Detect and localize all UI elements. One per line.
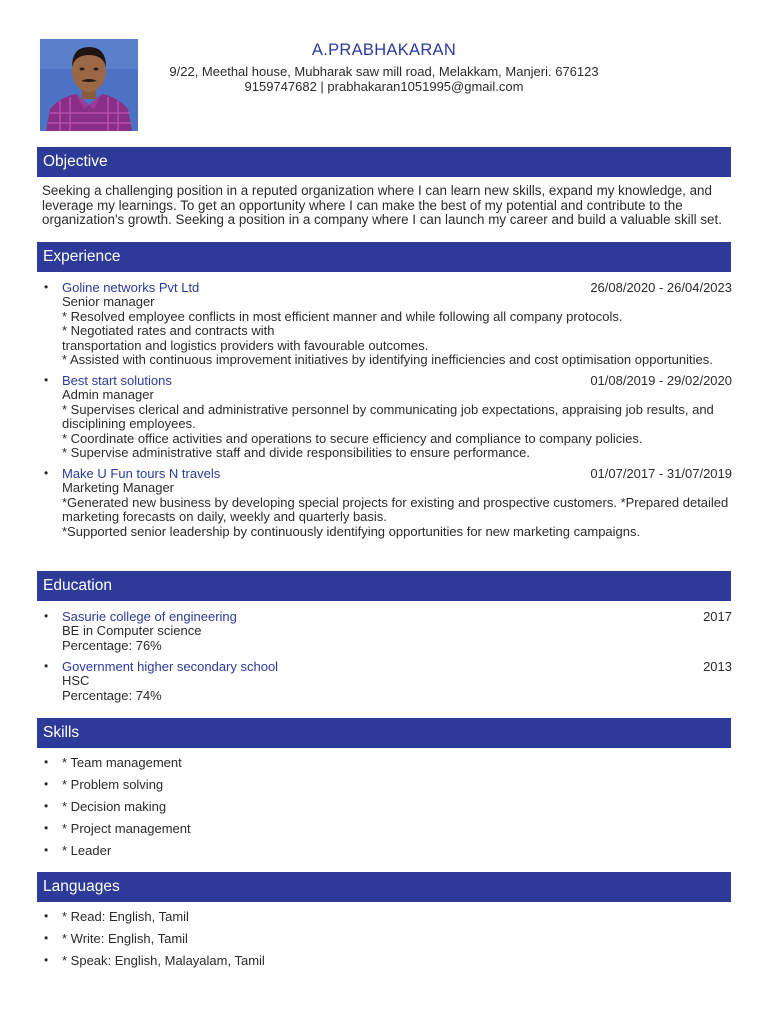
bullet-icon: • bbox=[44, 931, 49, 945]
company-name: Make U Fun tours N travels bbox=[62, 465, 221, 481]
education-list bbox=[42, 609, 732, 703]
objective-text: Seeking a challenging position in a reputed organization where I can learn new skills, expand my knowledge, and leverage my learnings. To get an opportunity where I can make the best of my potential and contribute to the organization's growth. Seeking a position in a company where I can launch my career and build a valuable skill set. bbox=[42, 183, 722, 227]
bullet-icon: • bbox=[44, 953, 49, 967]
education-item bbox=[42, 609, 732, 653]
bullet-icon: • bbox=[44, 799, 49, 813]
job-title: Senior manager bbox=[62, 294, 155, 309]
candidate-name: A.PRABHAKARAN bbox=[311, 41, 457, 59]
description-line: * Supervises clerical and administrative personnel by communicating job expectations, appraising job results, and disciplining employees. bbox=[62, 401, 714, 432]
skill-label: * Leader bbox=[62, 843, 112, 858]
description-line: * Resolved employee conflicts in most efficient manner and while following all company protocols. bbox=[62, 308, 623, 324]
bullet-icon: • bbox=[44, 465, 49, 480]
experience-item bbox=[42, 280, 732, 368]
graduation-year: 2013 bbox=[703, 659, 732, 675]
skill-item bbox=[42, 755, 732, 777]
skill-item bbox=[42, 777, 732, 799]
address-line: 9/22, Meethal house, Mubharak saw mill road, Melakkam, Manjeri. 676123 bbox=[169, 64, 599, 79]
bullet-icon: • bbox=[44, 280, 49, 294]
skill-item bbox=[42, 799, 732, 821]
education-item bbox=[42, 659, 732, 703]
job-description bbox=[62, 496, 732, 540]
languages-list bbox=[42, 909, 732, 975]
experience-heading: Experience bbox=[37, 242, 731, 272]
experience-item bbox=[42, 466, 732, 539]
language-label: * Read: English, Tamil bbox=[62, 909, 189, 924]
bullet-icon: • bbox=[44, 609, 49, 623]
bullet-icon: • bbox=[44, 659, 49, 674]
languages-heading: Languages bbox=[37, 872, 731, 902]
description-line: *Generated new business by developing special projects for existing and prospective customers. *Prepared detailed marketing forecasts on daily, weekly and quarterly basis. bbox=[62, 494, 729, 525]
experience-list bbox=[42, 280, 732, 539]
school-name: Government higher secondary school bbox=[62, 659, 279, 675]
bullet-icon: • bbox=[44, 909, 49, 923]
language-label: * Write: English, Tamil bbox=[62, 931, 188, 946]
skill-item bbox=[42, 843, 732, 865]
job-description bbox=[62, 310, 732, 368]
date-range: 26/08/2020 - 26/04/2023 bbox=[590, 280, 732, 295]
bullet-icon: • bbox=[44, 755, 49, 769]
job-title: Marketing Manager bbox=[62, 479, 174, 495]
description-line: *Supported senior leadership by continuously identifying opportunities for new marketing campaigns. bbox=[62, 523, 641, 539]
language-item bbox=[42, 909, 732, 931]
description-line: transportation and logistics providers with favourable outcomes. bbox=[62, 337, 429, 353]
date-range: 01/07/2017 - 31/07/2019 bbox=[590, 465, 732, 481]
skill-label: * Project management bbox=[62, 821, 191, 836]
job-title: Admin manager bbox=[62, 386, 154, 402]
description-line: * Assisted with continuous improvement initiatives by identifying inefficiencies and cost optimisation opportunities. bbox=[62, 352, 713, 368]
language-item bbox=[42, 953, 732, 975]
bullet-icon: • bbox=[44, 777, 49, 791]
experience-item bbox=[42, 373, 732, 461]
language-item bbox=[42, 931, 732, 953]
skill-label: * Team management bbox=[62, 755, 182, 770]
language-label: * Speak: English, Malayalam, Tamil bbox=[62, 953, 265, 968]
objective-heading: Objective bbox=[37, 147, 731, 177]
description-line: * Negotiated rates and contracts with bbox=[62, 323, 275, 339]
description-line: * Coordinate office activities and operations to secure efficiency and compliance to company policies. bbox=[62, 430, 643, 446]
skill-label: * Decision making bbox=[62, 799, 167, 814]
resume-header bbox=[150, 40, 618, 94]
description-line: * Supervise administrative staff and divide responsibilities to ensure performance. bbox=[62, 445, 530, 461]
school-name: Sasurie college of engineering bbox=[62, 609, 237, 624]
bullet-icon: • bbox=[44, 843, 49, 857]
skill-item bbox=[42, 821, 732, 843]
degree: BE in Computer science bbox=[62, 623, 202, 638]
percentage: Percentage: 76% bbox=[62, 637, 162, 653]
bullet-icon: • bbox=[44, 821, 49, 835]
contact-line: 9159747682 | prabhakaran1051995@gmail.com bbox=[244, 79, 524, 94]
company-name: Goline networks Pvt Ltd bbox=[62, 280, 200, 295]
job-description bbox=[62, 403, 732, 461]
skills-heading: Skills bbox=[37, 718, 731, 748]
degree: HSC bbox=[62, 673, 90, 689]
skills-list bbox=[42, 755, 732, 865]
skill-label: * Problem solving bbox=[62, 777, 164, 792]
company-name: Best start solutions bbox=[62, 372, 172, 388]
date-range: 01/08/2019 - 29/02/2020 bbox=[590, 372, 732, 388]
bullet-icon: • bbox=[44, 372, 49, 387]
profile-photo bbox=[40, 39, 138, 131]
graduation-year: 2017 bbox=[703, 609, 732, 624]
education-heading: Education bbox=[37, 571, 731, 601]
percentage: Percentage: 74% bbox=[62, 687, 162, 703]
